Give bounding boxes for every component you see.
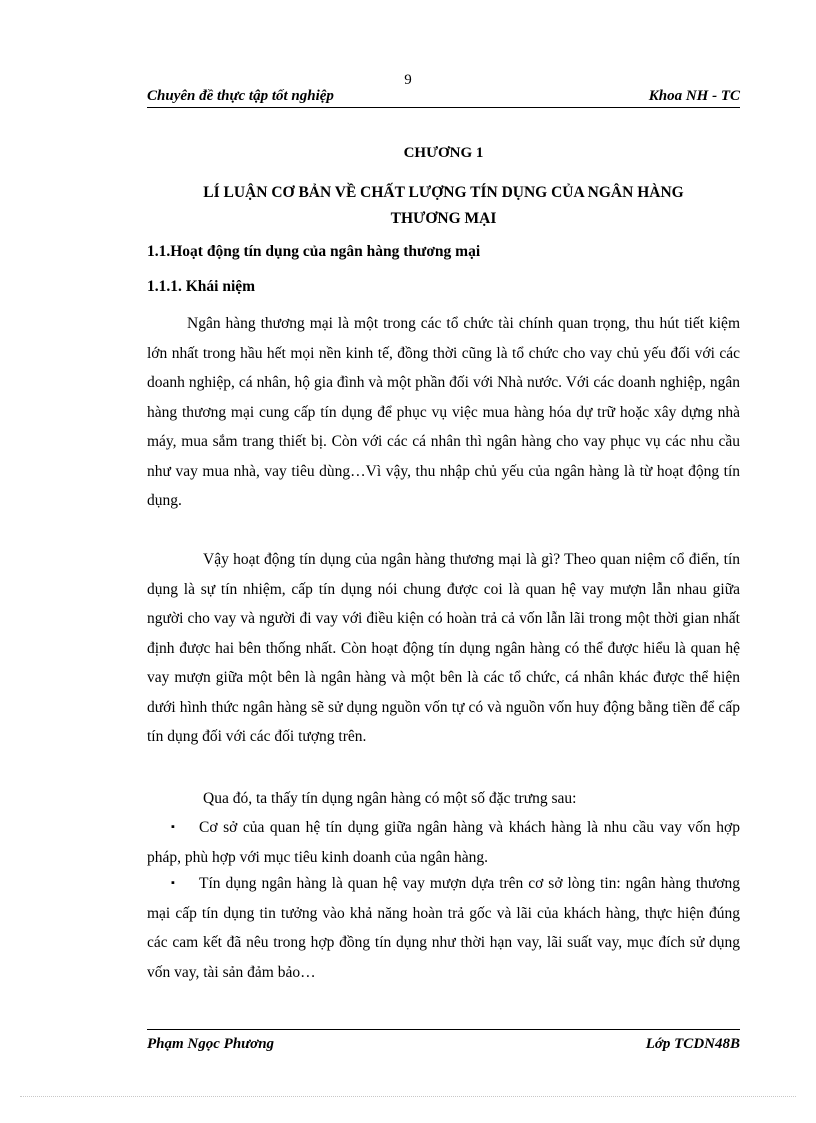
bullet-item-1 (147, 813, 740, 872)
subsection-heading: 1.1.1. Khái niệm (147, 278, 256, 295)
footer-class: Lớp TCDN48B (645, 1036, 740, 1052)
section-heading: 1.1.Hoạt động tín dụng của ngân hàng thương mại (147, 243, 481, 260)
paragraph-1: Ngân hàng thương mại là một trong các tổ chức tài chính quan trọng, thu hút tiết kiệm lớn nhất trong hầu hết mọi nền kinh tế, đồng thời cũng là tổ chức cho vay chủ yếu đối với các doanh nghiệp, cá nhân, hộ gia đình và một phần đối với Nhà nước. Với các doanh nghiệp, ngân hàng thương mại cung cấp tín dụng để phục vụ việc mua hàng hóa dự trữ hoặc xây dựng nhà máy, mua sắm trang thiết bị. Còn với các cá nhân thì ngân hàng cho vay phục vụ các nhu cầu như vay mua nhà, vay tiêu dùng…Vì vậy, thu nhập chủ yếu của ngân hàng là từ hoạt động tín dụng. (147, 315, 740, 509)
bullet-item-2 (147, 869, 740, 987)
header-left-text: Chuyên đề thực tập tốt nghiệp (147, 88, 334, 104)
header-right-text: Khoa NH - TC (648, 88, 740, 104)
page-number: 9 (404, 72, 412, 88)
chapter-title-line-2: THƯƠNG MẠI (390, 210, 497, 227)
bullet-marker: ▪ (171, 821, 175, 833)
page-footer (147, 1029, 740, 1054)
footer-author: Phạm Ngọc Phương (147, 1036, 275, 1052)
chapter-title (147, 180, 740, 232)
page-header (147, 88, 740, 108)
paragraph-2: Vậy hoạt động tín dụng của ngân hàng thương mại là gì? Theo quan niệm cổ điển, tín dụng là sự tín nhiệm, cấp tín dụng nói chung được coi là quan hệ vay mượn lẫn nhau giữa người cho vay và người đi vay với điều kiện có hoàn trả cả vốn lẫn lãi trong một thời gian nhất định được hai bên thống nhất. Còn hoạt động tín dụng ngân hàng có thể được hiểu là quan hệ vay mượn giữa một bên là ngân hàng và một bên là các tổ chức, cá nhân khác được thể hiện dưới hình thức ngân hàng sẽ sử dụng nguồn vốn tự có và nguồn vốn huy động bằng tiền để cấp tín dụng đối với các đối tượng trên. (147, 551, 740, 745)
paragraph-3: Qua đó, ta thấy tín dụng ngân hàng có một số đặc trưng sau: (203, 790, 577, 807)
chapter-title-line-1: LÍ LUẬN CƠ BẢN VỀ CHẤT LƯỢNG TÍN DỤNG CỦA NGÂN HÀNG (203, 184, 684, 201)
bullet-text-2: Tín dụng ngân hàng là quan hệ vay mượn dựa trên cơ sở lòng tin: ngân hàng thương mại cấp tín dụng tin tưởng vào khả năng hoàn trả gốc và lãi của khách hàng, thực hiện đúng các cam kết đã nêu trong hợp đồng tín dụng như thời hạn vay, lãi suất vay, mục đích sử dụng vốn vay, tài sản đảm bảo… (147, 875, 740, 981)
chapter-heading: CHƯƠNG 1 (403, 145, 484, 161)
page-bottom-divider (20, 1096, 796, 1097)
bullet-marker: ▪ (171, 877, 175, 889)
bullet-text-1: Cơ sở của quan hệ tín dụng giữa ngân hàng và khách hàng là nhu cầu vay vốn hợp pháp, phù hợp với mục tiêu kinh doanh của ngân hàng. (147, 819, 740, 866)
